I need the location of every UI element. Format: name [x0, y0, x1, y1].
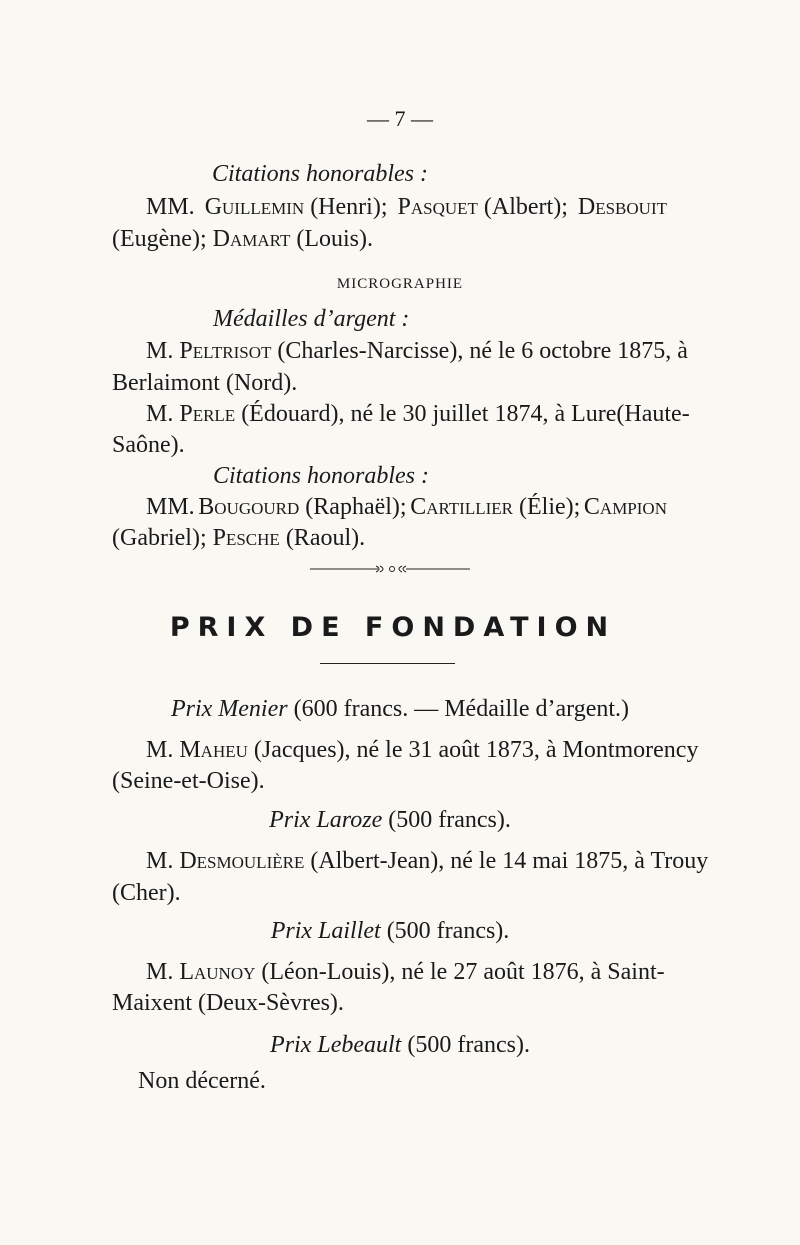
laureate-entry-line: Berlaimont (Nord).	[112, 370, 298, 396]
citations-line-2: (Gabriel); Pesche (Raoul).	[112, 525, 366, 551]
citations-line-1	[146, 190, 667, 224]
citations-line-2: (Eugène); Damart (Louis).	[112, 226, 373, 252]
laureate-entry-line: M. Perle (Édouard), né le 30 juillet 1874, à Lure(Haute-	[146, 401, 690, 427]
citation-entry: Pasquet (Albert);	[397, 194, 568, 220]
citations-heading: Citations honorables :	[212, 161, 429, 187]
citation-entry: Cartillier (Élie);	[410, 494, 581, 520]
citation-entry: Guillemin (Henri);	[204, 194, 388, 220]
citation-entry: Bougourd (Raphaël);	[198, 494, 407, 520]
prize-winner-line: (Cher).	[112, 880, 181, 906]
medailles-heading: Médailles d’argent :	[213, 306, 410, 332]
prize-heading: Prix Menier (600 francs. — Médaille d’argent.)	[170, 696, 630, 722]
ornament-divider	[310, 562, 470, 576]
main-title: PRIX DE FONDATION	[169, 612, 617, 643]
prize-heading: Prix Laillet (500 francs).	[270, 918, 510, 944]
citations-line-1: MM. Bougourd (Raphaël); Cartillier (Élie); Campion	[146, 490, 667, 524]
citation-prefix: MM.	[146, 194, 195, 220]
citations-heading: Citations honorables :	[213, 463, 430, 489]
prize-winner-line: M. Desmoulière (Albert-Jean), né le 14 mai 1875, à Trouy	[146, 848, 709, 874]
prize-winner-line: (Seine-et-Oise).	[112, 768, 265, 794]
section-heading-micrographie: MICROGRAPHIE	[336, 276, 464, 292]
title-rule	[320, 663, 455, 664]
prize-heading: Prix Laroze (500 francs).	[269, 807, 511, 833]
laureate-entry-line: Saône).	[112, 432, 185, 458]
laureate-entry-line: M. Peltrisot (Charles-Narcisse), né le 6 octobre 1875, à	[146, 338, 688, 364]
prize-not-awarded: Non décerné.	[138, 1068, 266, 1094]
citation-entry: Desbouit	[577, 194, 667, 220]
prize-heading: Prix Lebeault (500 francs).	[270, 1032, 530, 1058]
page-number: — 7 —	[367, 106, 433, 131]
prize-winner-line: Maixent (Deux-Sèvres).	[112, 990, 344, 1016]
citation-entry: Campion	[583, 494, 667, 520]
prize-winner-line: M. Launoy (Léon-Louis), né le 27 août 1876, à Saint-	[146, 959, 665, 985]
prize-winner-line: M. Maheu (Jacques), né le 31 août 1873, à Montmorency	[146, 737, 699, 763]
